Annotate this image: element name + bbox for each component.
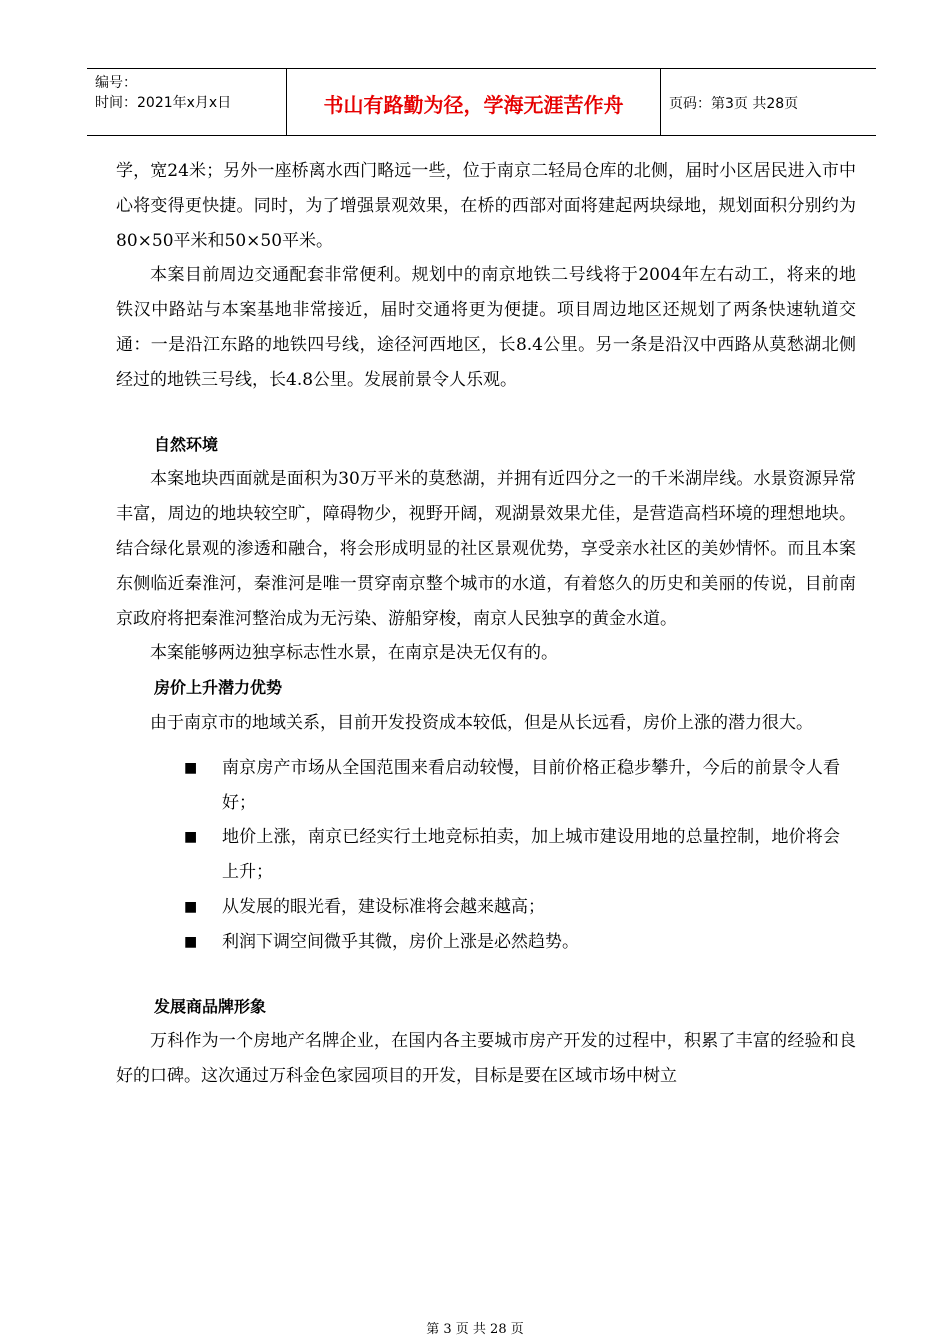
paragraph: 本案目前周边交通配套非常便利。规划中的南京地铁二号线将于2004年左右动工，将来的地铁汉中路站与本案基地非常接近，届时交通将更为便捷。项目周边地区还规划了两条快速轨道交通：一是沿江东路的地铁四号线，途径河西地区，长8.4公里。另一条是沿汉中西路从莫愁湖北侧经过的地铁三号线，长4.8公里。发展前景令人乐观。	[116, 265, 856, 390]
paragraph: 万科作为一个房地产名牌企业，在国内各主要城市房产开发的过程中，积累了丰富的经验和良好的口碑。这次通过万科金色家园项目的开发，目标是要在区域市场中树立	[116, 1031, 856, 1087]
bullet-list	[116, 751, 856, 960]
page-footer: 第 3 页 共 28 页	[426, 1322, 524, 1337]
document-body	[116, 154, 856, 1094]
list-item: ■ 南京房产市场从全国范围来看启动较慢，目前价格正稳步攀升，今后的前景令人看好；	[116, 751, 856, 821]
square-bullet-icon: ■	[184, 829, 198, 846]
section-heading-price: 房价上升潜力优势	[154, 678, 283, 698]
list-item: ■ 从发展的眼光看，建设标准将会越来越高；	[116, 890, 856, 925]
square-bullet-icon: ■	[184, 759, 198, 776]
serial-number-label: 编号：	[95, 75, 137, 91]
paragraph: 本案地块西面就是面积为30万平米的莫愁湖，并拥有近四分之一的千米湖岸线。水景资源异常丰富，周边的地块较空旷，障碍物少，视野开阔，观湖景效果尤佳，是营造高档环境的理想地块。结合绿化景观的渗透和融合，将会形成明显的社区景观优势，享受亲水社区的美妙情怀。而且本案东侧临近秦淮河，秦淮河是唯一贯穿南京整个城市的水道，有着悠久的历史和美丽的传说，目前南京政府将把秦淮河整治成为无污染、游船穿梭，南京人民独享的黄金水道。	[116, 469, 856, 629]
section-heading-nature: 自然环境	[154, 434, 219, 454]
paragraph: 本案能够两边独享标志性水景，在南京是决无仅有的。	[150, 643, 558, 664]
page-header	[87, 68, 876, 136]
section-heading-brand: 发展商品牌形象	[154, 996, 267, 1016]
list-item: ■ 利润下调空间微乎其微，房价上涨是必然趋势。	[116, 925, 856, 960]
header-meta	[87, 69, 287, 135]
paragraph: 由于南京市的地域关系，目前开发投资成本较低，但是从长远看，房价上涨的潜力很大。	[150, 712, 813, 733]
square-bullet-icon: ■	[184, 933, 198, 950]
list-item: ■ 地价上涨，南京已经实行土地竞标拍卖，加上城市建设用地的总量控制，地价将会上升；	[116, 820, 856, 890]
date-label: 时间：2021年x月x日	[95, 95, 232, 111]
square-bullet-icon: ■	[184, 898, 198, 915]
header-motto: 书山有路勤为径，学海无涯苦作舟	[287, 69, 661, 135]
header-page-code: 页码：第3页 共28页	[669, 96, 799, 112]
paragraph: 学，宽24米；另外一座桥离水西门略远一些，位于南京二轻局仓库的北侧，届时小区居民进入市中心将变得更快捷。同时，为了增强景观效果，在桥的西部对面将建起两块绿地，规划面积分别约为80×50平米和50×50平米。	[116, 161, 856, 251]
